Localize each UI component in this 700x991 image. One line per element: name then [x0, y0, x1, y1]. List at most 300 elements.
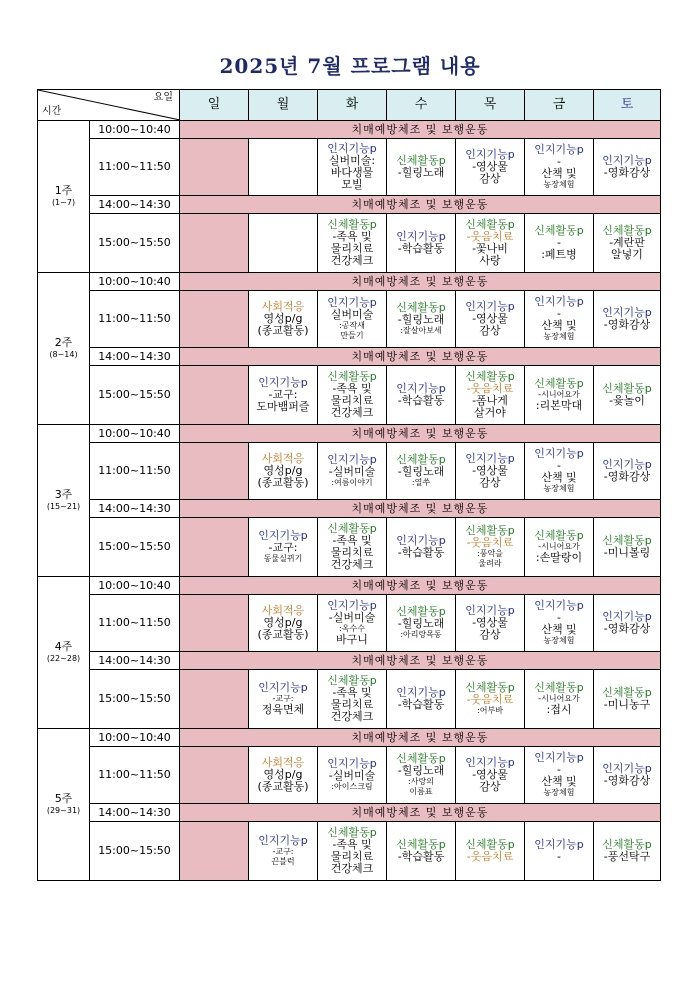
- time-slot: 15:00~15:50: [90, 822, 180, 881]
- corner-day-label: 요일: [153, 92, 173, 103]
- cell-line: -힐링노래: [397, 465, 445, 478]
- activity-cell: [525, 822, 594, 881]
- cell-line: 농장체험: [543, 636, 575, 645]
- cell-line: 인지기능p: [396, 230, 446, 243]
- cell-line: -실버미술: [328, 465, 376, 478]
- day-header-fri: 금: [525, 90, 594, 121]
- cell-line: 신체활동p: [327, 826, 377, 839]
- cell-line: 물리치료: [330, 394, 374, 407]
- cell-line: 신체활동p: [465, 681, 515, 694]
- cell-line: 인지기능p: [534, 447, 584, 460]
- activity-cell: [594, 518, 661, 577]
- cell-line: -영화감상: [603, 470, 651, 483]
- band-row: [38, 652, 661, 670]
- band-row: [38, 273, 661, 291]
- cell-line: (종교활동): [257, 324, 309, 337]
- activity-cell: [525, 291, 594, 348]
- cell-line: -힐링노래: [397, 313, 445, 326]
- activity-cell: [387, 822, 456, 881]
- band-cell: 치매예방체조 및 보행운동: [180, 196, 661, 214]
- cell-line: 인지기능p: [602, 458, 652, 471]
- time-slot: 10:00~10:40: [90, 729, 180, 747]
- activity-row: [38, 214, 661, 273]
- cell-line: 신체활동p: [534, 224, 584, 237]
- day-header-mon: 월: [249, 90, 318, 121]
- cell-line: 영성p/g: [263, 312, 303, 325]
- activity-cell: [387, 443, 456, 500]
- cell-line: 농장체험: [543, 788, 575, 797]
- cell-line: 인지기능p: [534, 599, 584, 612]
- day-header-wed: 수: [387, 90, 456, 121]
- cell-line: 실버미술: [330, 308, 374, 321]
- cell-line: 신체활동p: [534, 529, 584, 542]
- cell-line: 신체활동p: [534, 681, 584, 694]
- cell-line: 인지기능p: [396, 382, 446, 395]
- cell-line: 울려라: [478, 559, 502, 568]
- band-cell: 치매예방체조 및 보행운동: [180, 425, 661, 443]
- cell-line: 영성p/g: [263, 768, 303, 781]
- week-label: [38, 577, 90, 729]
- time-slot: 10:00~10:40: [90, 121, 180, 139]
- corner-time-label: 시간: [42, 106, 62, 117]
- cell-line: (종교활동): [257, 628, 309, 641]
- activity-cell: [249, 139, 318, 196]
- cell-line: 산책 및: [541, 167, 577, 180]
- cell-line: 신체활동p: [396, 838, 446, 851]
- week-label: [38, 729, 90, 881]
- cell-line: 신체활동p: [396, 752, 446, 765]
- activity-cell: [318, 670, 387, 729]
- cell-line: 신체활동p: [396, 301, 446, 314]
- cell-line: :사랑의: [408, 777, 434, 786]
- cell-line: -: [557, 236, 561, 249]
- activity-cell: [456, 366, 525, 425]
- cell-line: 감상: [479, 628, 501, 641]
- sunday-cell: [180, 291, 249, 348]
- cell-line: 인지기능p: [465, 756, 515, 769]
- time-slot: 10:00~10:40: [90, 577, 180, 595]
- cell-line: :리본막대: [535, 399, 583, 412]
- cell-line: -: [557, 763, 561, 776]
- cell-line: -학습활동: [397, 850, 445, 863]
- cell-line: 인지기능p: [602, 610, 652, 623]
- corner-header: [38, 90, 180, 121]
- activity-cell: [594, 443, 661, 500]
- time-slot: 11:00~11:50: [90, 139, 180, 196]
- cell-line: 인지기능p: [534, 751, 584, 764]
- cell-line: 신체활동p: [396, 154, 446, 167]
- activity-row: [38, 595, 661, 652]
- cell-line: -꽃나비: [472, 242, 508, 255]
- cell-line: 인지기능p: [258, 529, 308, 542]
- cell-line: -힐링노래: [397, 764, 445, 777]
- page-title: 2025년 7월 프로그램 내용: [219, 54, 481, 78]
- cell-line: -교구:: [272, 847, 294, 856]
- band-cell: 치매예방체조 및 보행운동: [180, 121, 661, 139]
- sunday-cell: [180, 518, 249, 577]
- activity-cell: [318, 822, 387, 881]
- cell-line: 건강체크: [330, 406, 374, 419]
- cell-line: :어부바: [477, 706, 503, 715]
- activity-cell: [456, 670, 525, 729]
- week-range: (22~28): [46, 653, 81, 663]
- band-cell: 치매예방체조 및 보행운동: [180, 804, 661, 822]
- activity-row: [38, 443, 661, 500]
- day-header-sun: 일: [180, 90, 249, 121]
- cell-line: -교구:: [268, 541, 298, 554]
- band-row: [38, 196, 661, 214]
- cell-line: 알넣기: [611, 248, 643, 261]
- cell-line: 신체활동p: [327, 370, 377, 383]
- activity-cell: [456, 822, 525, 881]
- cell-line: -학습활동: [397, 242, 445, 255]
- cell-line: 사랑: [479, 254, 501, 267]
- cell-line: -학습활동: [397, 546, 445, 559]
- sunday-cell: [180, 822, 249, 881]
- activity-row: [38, 291, 661, 348]
- cell-line: 건강체크: [330, 558, 374, 571]
- cell-line: 인지기능p: [327, 142, 377, 155]
- activity-cell: [456, 291, 525, 348]
- time-slot: 14:00~14:30: [90, 500, 180, 518]
- cell-line: 신체활동p: [396, 605, 446, 618]
- week-number: 1주: [54, 183, 73, 197]
- cell-line: -힐링노래: [397, 617, 445, 630]
- sunday-cell: [180, 366, 249, 425]
- time-slot: 14:00~14:30: [90, 348, 180, 366]
- time-slot: 11:00~11:50: [90, 291, 180, 348]
- band-row: [38, 121, 661, 139]
- cell-line: -: [557, 850, 561, 863]
- activity-cell: [249, 214, 318, 273]
- activity-cell: [594, 291, 661, 348]
- activity-cell: [594, 139, 661, 196]
- activity-cell: [387, 291, 456, 348]
- cell-line: -풍선탁구: [603, 850, 651, 863]
- time-slot: 11:00~11:50: [90, 595, 180, 652]
- band-row: [38, 500, 661, 518]
- activity-cell: [456, 443, 525, 500]
- cell-line: 신체활동p: [602, 382, 652, 395]
- activity-cell: [594, 747, 661, 804]
- activity-row: [38, 822, 661, 881]
- band-cell: 치매예방체조 및 보행운동: [180, 500, 661, 518]
- cell-line: 건강체크: [330, 254, 374, 267]
- cell-line: -족욕 및: [332, 230, 372, 243]
- cell-line: 감상: [479, 780, 501, 793]
- activity-cell: [318, 747, 387, 804]
- activity-cell: [387, 139, 456, 196]
- cell-line: 사회적응: [261, 300, 305, 313]
- cell-line: 바구니: [336, 633, 368, 646]
- cell-line: 감상: [479, 324, 501, 337]
- cell-line: -족욕 및: [332, 382, 372, 395]
- cell-line: 인지기능p: [602, 154, 652, 167]
- cell-line: -족욕 및: [332, 686, 372, 699]
- cell-line: 인지기능p: [327, 757, 377, 770]
- cell-line: 모빌: [341, 178, 363, 191]
- week-number: 3주: [54, 487, 73, 501]
- week-number: 5주: [54, 791, 73, 805]
- band-row: [38, 729, 661, 747]
- cell-line: -영상물: [472, 312, 508, 325]
- cell-line: :옥수수: [339, 624, 365, 633]
- time-slot: 10:00~10:40: [90, 425, 180, 443]
- cell-line: 영성p/g: [263, 464, 303, 477]
- activity-cell: [525, 443, 594, 500]
- cell-line: -시니어요가: [538, 542, 580, 551]
- cell-line: 신체활동p: [327, 674, 377, 687]
- cell-line: -미니농구: [603, 698, 651, 711]
- cell-line: 인지기능p: [534, 838, 584, 851]
- cell-line: :아리랑목동: [400, 630, 442, 639]
- cell-line: 감상: [479, 172, 501, 185]
- activity-cell: [249, 670, 318, 729]
- cell-line: 인지기능p: [396, 686, 446, 699]
- cell-line: 신체활동p: [465, 524, 515, 537]
- band-cell: 치매예방체조 및 보행운동: [180, 273, 661, 291]
- cell-line: -학습활동: [397, 698, 445, 711]
- cell-line: -: [557, 307, 561, 320]
- day-header-sat: 토: [594, 90, 661, 121]
- day-header-tue: 화: [318, 90, 387, 121]
- week-range: (29~31): [46, 805, 81, 815]
- cell-line: :페트병: [541, 248, 577, 261]
- cell-line: 인지기능p: [327, 296, 377, 309]
- cell-line: 신체활동p: [327, 218, 377, 231]
- activity-cell: [318, 139, 387, 196]
- cell-line: :열쑤: [411, 478, 431, 487]
- week-range: (1~7): [51, 197, 76, 207]
- activity-row: [38, 139, 661, 196]
- cell-line: -웃음치료: [466, 536, 514, 549]
- time-slot: 15:00~15:50: [90, 518, 180, 577]
- week-label: [38, 425, 90, 577]
- activity-cell: [456, 139, 525, 196]
- activity-cell: [249, 747, 318, 804]
- activity-cell: [594, 670, 661, 729]
- cell-line: 바다생물: [330, 166, 374, 179]
- cell-line: 살거야: [474, 406, 506, 419]
- activity-cell: [249, 291, 318, 348]
- cell-line: -미니볼링: [603, 546, 651, 559]
- time-slot: 15:00~15:50: [90, 214, 180, 273]
- band-cell: 치매예방체조 및 보행운동: [180, 348, 661, 366]
- sunday-cell: [180, 747, 249, 804]
- cell-line: -족욕 및: [332, 534, 372, 547]
- cell-line: 인지기능p: [534, 295, 584, 308]
- activity-cell: [387, 518, 456, 577]
- sunday-cell: [180, 139, 249, 196]
- week-range: (8~14): [49, 349, 78, 359]
- activity-cell: [594, 214, 661, 273]
- cell-line: -: [557, 155, 561, 168]
- time-slot: 10:00~10:40: [90, 273, 180, 291]
- cell-line: 인지기능p: [465, 300, 515, 313]
- cell-line: 신체활동p: [602, 534, 652, 547]
- activity-cell: [525, 214, 594, 273]
- band-row: [38, 804, 661, 822]
- cell-line: 인지기능p: [465, 452, 515, 465]
- week-label: [38, 121, 90, 273]
- cell-line: 인지기능p: [327, 453, 377, 466]
- cell-line: -족욕 및: [332, 838, 372, 851]
- band-row: [38, 425, 661, 443]
- cell-line: 정육면체: [261, 703, 305, 716]
- activity-cell: [318, 443, 387, 500]
- cell-line: 산책 및: [541, 775, 577, 788]
- time-slot: 15:00~15:50: [90, 670, 180, 729]
- cell-line: 인지기능p: [396, 534, 446, 547]
- sunday-cell: [180, 443, 249, 500]
- cell-line: 이름표: [409, 787, 433, 796]
- cell-line: -영상물: [472, 616, 508, 629]
- activity-cell: [387, 366, 456, 425]
- cell-line: 도마뱀퍼즐: [256, 400, 310, 413]
- activity-cell: [249, 822, 318, 881]
- cell-line: -실버미술: [328, 611, 376, 624]
- activity-cell: [456, 747, 525, 804]
- cell-line: 신체활동p: [602, 686, 652, 699]
- activity-cell: [387, 747, 456, 804]
- cell-line: :접시: [546, 703, 572, 716]
- activity-cell: [456, 595, 525, 652]
- cell-line: -계란판: [609, 236, 645, 249]
- cell-line: 감상: [479, 476, 501, 489]
- cell-line: :여름이야기: [331, 478, 373, 487]
- cell-line: -웃음치료: [466, 850, 514, 863]
- cell-line: -영상물: [472, 160, 508, 173]
- cell-line: 사회적응: [261, 756, 305, 769]
- cell-line: -: [557, 611, 561, 624]
- cell-line: 신체활동p: [602, 838, 652, 851]
- cell-line: -영화감상: [603, 622, 651, 635]
- band-row: [38, 577, 661, 595]
- activity-row: [38, 670, 661, 729]
- cell-line: 물리치료: [330, 850, 374, 863]
- cell-line: -시니어요가: [538, 694, 580, 703]
- activity-cell: [456, 518, 525, 577]
- activity-cell: [456, 214, 525, 273]
- time-slot: 14:00~14:30: [90, 804, 180, 822]
- cell-line: -교구:: [268, 388, 298, 401]
- cell-line: 영성p/g: [263, 616, 303, 629]
- cell-line: 물리치료: [330, 546, 374, 559]
- cell-line: 신체활동p: [396, 453, 446, 466]
- cell-line: 건강체크: [330, 710, 374, 723]
- time-slot: 14:00~14:30: [90, 652, 180, 670]
- week-number: 2주: [54, 335, 73, 349]
- cell-line: 인지기능p: [258, 834, 308, 847]
- cell-line: 신체활동p: [327, 522, 377, 535]
- activity-cell: [525, 595, 594, 652]
- activity-cell: [318, 595, 387, 652]
- cell-line: -폼나게: [472, 394, 508, 407]
- activity-cell: [594, 822, 661, 881]
- time-slot: 11:00~11:50: [90, 443, 180, 500]
- cell-line: 사회적응: [261, 452, 305, 465]
- activity-cell: [525, 518, 594, 577]
- activity-cell: [318, 214, 387, 273]
- cell-line: -학습활동: [397, 394, 445, 407]
- cell-line: -영상물: [472, 464, 508, 477]
- band-cell: 치매예방체조 및 보행운동: [180, 577, 661, 595]
- cell-line: 산책 및: [541, 471, 577, 484]
- activity-cell: [318, 366, 387, 425]
- week-label: [38, 273, 90, 425]
- cell-line: 끈블럭: [271, 857, 295, 866]
- cell-line: 농장체험: [543, 180, 575, 189]
- cell-line: :잘살아보세: [400, 326, 442, 335]
- cell-line: 물리치료: [330, 698, 374, 711]
- cell-line: -영화감상: [603, 774, 651, 787]
- activity-cell: [249, 443, 318, 500]
- activity-cell: [594, 595, 661, 652]
- activity-row: [38, 518, 661, 577]
- band-cell: 치매예방체조 및 보행운동: [180, 652, 661, 670]
- sunday-cell: [180, 670, 249, 729]
- activity-cell: [318, 518, 387, 577]
- cell-line: (종교활동): [257, 780, 309, 793]
- activity-cell: [594, 366, 661, 425]
- time-slot: 11:00~11:50: [90, 747, 180, 804]
- cell-line: :공작새: [339, 321, 365, 330]
- cell-line: -교구:: [272, 694, 294, 703]
- cell-line: :풍악을: [477, 549, 503, 558]
- activity-cell: [249, 366, 318, 425]
- cell-line: :손딸랑이: [535, 551, 583, 564]
- activity-cell: [387, 595, 456, 652]
- cell-line: 만들기: [340, 331, 364, 340]
- activity-row: [38, 747, 661, 804]
- cell-line: -시니어요가: [538, 390, 580, 399]
- cell-line: 인지기능p: [258, 376, 308, 389]
- cell-line: 인지기능p: [465, 148, 515, 161]
- cell-line: -실버미술: [328, 769, 376, 782]
- activity-cell: [387, 214, 456, 273]
- week-range: (15~21): [46, 501, 81, 511]
- activity-cell: [318, 291, 387, 348]
- cell-line: 사회적응: [261, 604, 305, 617]
- activity-cell: [387, 670, 456, 729]
- cell-line: 산책 및: [541, 623, 577, 636]
- day-header-thu: 목: [456, 90, 525, 121]
- cell-line: 인지기능p: [258, 681, 308, 694]
- band-cell: 치매예방체조 및 보행운동: [180, 729, 661, 747]
- header-row: [38, 90, 661, 121]
- sunday-cell: [180, 595, 249, 652]
- activity-cell: [525, 670, 594, 729]
- cell-line: 인지기능p: [602, 306, 652, 319]
- time-slot: 15:00~15:50: [90, 366, 180, 425]
- cell-line: 산책 및: [541, 319, 577, 332]
- activity-row: [38, 366, 661, 425]
- cell-line: 실버미술:: [328, 154, 376, 167]
- cell-line: 물리치료: [330, 242, 374, 255]
- activity-cell: [525, 747, 594, 804]
- cell-line: -윷놀이: [609, 394, 645, 407]
- cell-line: -영화감상: [603, 166, 651, 179]
- cell-line: -웃음치료: [466, 382, 514, 395]
- activity-cell: [249, 518, 318, 577]
- sunday-cell: [180, 214, 249, 273]
- activity-cell: [249, 595, 318, 652]
- cell-line: -웃음치료: [466, 693, 514, 706]
- cell-line: 신체활동p: [534, 377, 584, 390]
- cell-line: 인지기능p: [327, 599, 377, 612]
- schedule-table: [37, 89, 661, 881]
- cell-line: 인지기능p: [465, 604, 515, 617]
